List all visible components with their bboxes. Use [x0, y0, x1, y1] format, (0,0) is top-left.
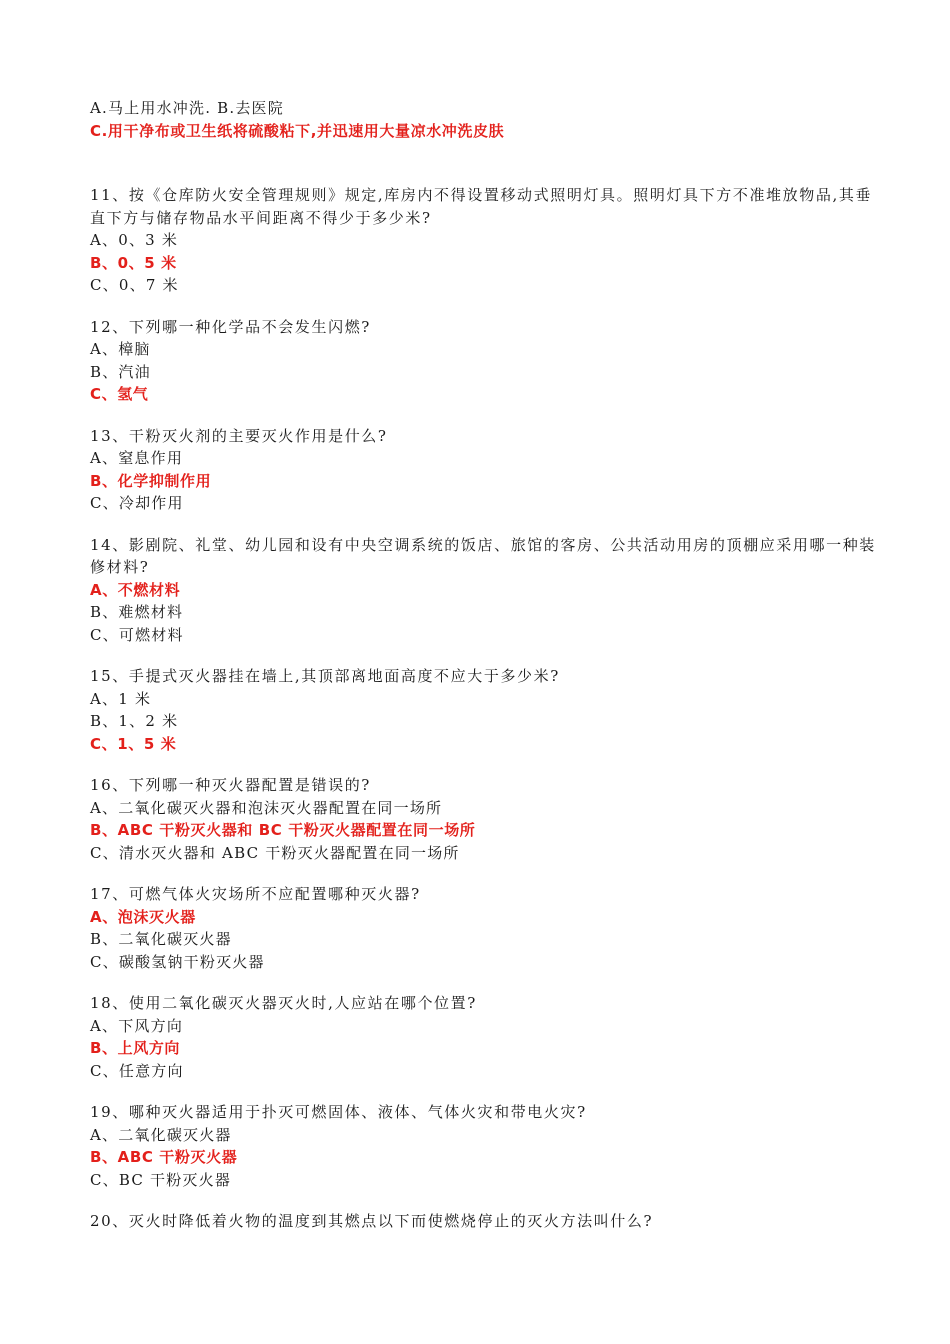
question-block-13: [90, 425, 880, 515]
intro-block: [90, 97, 880, 142]
question-text: 15、手提式灭火器挂在墙上,其顶部离地面高度不应大于多少米?: [90, 667, 560, 685]
question-text: 16、下列哪一种灭火器配置是错误的?: [90, 776, 371, 794]
question-block-14: [90, 534, 880, 647]
option-line: B、二氧化碳灭火器: [90, 930, 232, 948]
option-line: A、0、3 米: [90, 231, 179, 249]
question-text: 17、可燃气体火灾场所不应配置哪种灭火器?: [90, 885, 421, 903]
option-line: C、任意方向: [90, 1061, 184, 1080]
question-text: 13、干粉灭火剂的主要灭火作用是什么?: [90, 426, 388, 445]
question-block-12: [90, 316, 880, 406]
option-line: A、樟脑: [90, 340, 151, 358]
question-block-17: [90, 883, 880, 973]
question-text: 14、影剧院、礼堂、幼儿园和设有中央空调系统的饭店、旅馆的客房、公共活动用房的顶棚应采用哪一种装修材料?: [90, 535, 876, 576]
question-block-15: [90, 665, 880, 755]
correct-answer-line: A、不燃材料: [90, 580, 181, 599]
correct-answer-line: B、化学抑制作用: [90, 471, 212, 490]
option-line: A、窒息作用: [90, 449, 184, 467]
option-line: A.马上用水冲洗. B.去医院: [90, 99, 284, 117]
question-block-20: [90, 1210, 880, 1233]
question-text: 18、使用二氧化碳灭火器灭火时,人应站在哪个位置?: [90, 994, 477, 1012]
question-block-19: [90, 1101, 880, 1191]
question-block-11: [90, 184, 880, 297]
correct-answer-line: B、ABC 干粉灭火器: [90, 1148, 238, 1166]
option-line: C、清水灭火器和 ABC 干粉灭火器配置在同一场所: [90, 843, 460, 862]
option-line: B、难燃材料: [90, 603, 184, 621]
correct-answer-line: B、0、5 米: [90, 253, 177, 272]
question-block-16: [90, 774, 880, 864]
question-text: 20、灭火时降低着火物的温度到其燃点以下而使燃烧停止的灭火方法叫什么?: [90, 1212, 654, 1230]
option-line: C、可燃材料: [90, 625, 184, 644]
option-line: A、下风方向: [90, 1016, 184, 1035]
option-line: C、冷却作用: [90, 494, 184, 512]
option-line: A、二氧化碳灭火器: [90, 1125, 232, 1144]
correct-answer-line: A、泡沫灭火器: [90, 907, 196, 926]
correct-answer-line: B、上风方向: [90, 1039, 181, 1057]
correct-answer-line: C、1、5 米: [90, 734, 177, 753]
option-line: C、BC 干粉灭火器: [90, 1170, 232, 1189]
option-line: B、汽油: [90, 362, 151, 381]
option-line: C、碳酸氢钠干粉灭火器: [90, 952, 265, 971]
correct-answer-line: C、氢气: [90, 385, 149, 403]
correct-answer-line: C.用干净布或卫生纸将硫酸粘下,并迅速用大量凉水冲洗皮肤: [90, 121, 505, 140]
correct-answer-line: B、ABC 干粉灭火器和 BC 干粉灭火器配置在同一场所: [90, 821, 476, 839]
question-text: 11、按《仓库防火安全管理规则》规定,库房内不得设置移动式照明灯具。照明灯具下方不准堆放物品,其垂直下方与储存物品水平间距离不得少于多少米?: [90, 186, 873, 227]
question-block-18: [90, 992, 880, 1082]
question-text: 19、哪种灭火器适用于扑灭可燃固体、液体、气体火灾和带电火灾?: [90, 1103, 587, 1121]
option-line: A、二氧化碳灭火器和泡沫灭火器配置在同一场所: [90, 798, 443, 817]
option-line: B、1、2 米: [90, 712, 179, 730]
option-line: C、0、7 米: [90, 276, 179, 294]
question-text: 12、下列哪一种化学品不会发生闪燃?: [90, 317, 371, 336]
option-line: A、1 米: [90, 689, 152, 708]
